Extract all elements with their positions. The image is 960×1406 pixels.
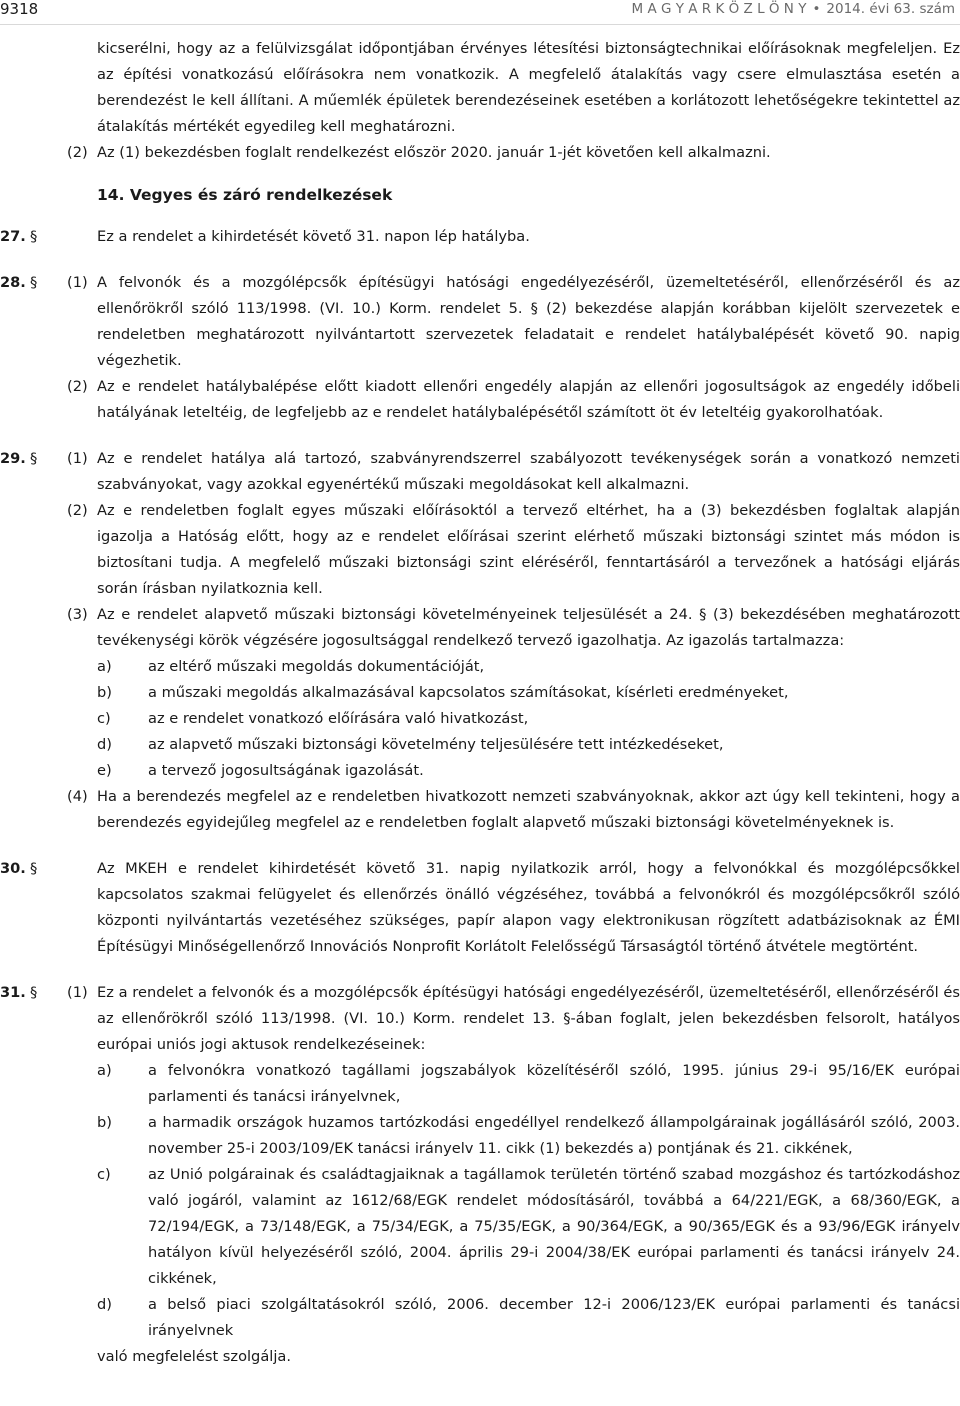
list-text: az Unió polgárainak és családtagjaiknak a tagállamok területén történő szabad mozgáshoz és tartózkodáshoz való jogáról, valamint az 1612/68/EGK rendelet módosításáról, továbbá a 64/221/EGK, a 68/360/EGK, a 72/194/EGK, a 73/148/EGK, a 75/34/EGK, a 75/35/EGK, a 90/364/EGK, a 90/365/EGK és a 93/96/EGK irányelv hatályon kívül helyezéséről szóló, 2004. április 29-i 2004/38/EK európai parlamenti és tanácsi irányelv 24. cikkének, [148,1166,960,1287]
list-item [97,758,960,784]
section-number: 30. [0,860,26,877]
paragraph-number: (1) [67,450,88,467]
list-item [97,1110,960,1162]
list-text: a belső piaci szolgáltatásokról szóló, 2006. december 12-i 2006/123/EK európai parlamenti és tanácsi irányelvnek [148,1296,960,1339]
section-number: 27. [0,228,26,245]
section-28 [0,270,960,426]
list-label: e) [97,762,112,779]
paragraph-text: A felvonók és a mozgólépcsők építésügyi hatósági engedélyezéséről, üzemeltetéséről, ellenőrzéséről és az ellenőrökről szóló 113/1998. (VI. 10.) Korm. rendelet 5. § (2) bekezdése alapján korábban kijelölt szervezetek e rendeletben meghatározott nyilvántartott szervezetek feladatait e rendelet hatálybalépését követő 90. napig végezhetik. [97,274,960,369]
section-sign: § [30,450,38,467]
paragraph-number: (2) [67,378,88,395]
paragraph-2 [67,374,960,426]
section-number: 28. [0,274,26,291]
intro-paragraph-2 [67,140,960,166]
list-text: a felvonókra vonatkozó tagállami jogszabályok közelítéséről szóló, 1995. június 29-i 95/16/EK európai parlamenti és tanácsi irányelvnek, [148,1062,960,1105]
section-sign: § [30,228,38,245]
section-sign: § [30,274,38,291]
section-number: 29. [0,450,26,467]
list-item [97,1292,960,1344]
section-29 [0,446,960,836]
paragraph-text: Ha a berendezés megfelel az e rendeletben hivatkozott nemzeti szabványoknak, akkor azt úgy kell tekinteni, hogy a berendezés egyidejűleg megfelel az e rendeletben foglalt alapvető műszaki biztonsági követelményeknek is. [97,788,960,831]
paragraph-1 [67,446,960,498]
page-number: 9318 [0,0,39,18]
issue-label: 2014. évi 63. szám [826,1,955,17]
list-text: a tervező jogosultságának igazolását. [148,762,424,779]
paragraph-2 [67,498,960,602]
page-header [0,0,960,26]
list-item [97,1162,960,1292]
paragraph-text: Az e rendelet alapvető műszaki biztonsági követelményeinek teljesülését a 24. § (3) bekezdésében meghatározott tevékenységi körök végzésére jogosultsággal rendelkező tervező igazolhatja. Az igazolás tartalmazza: [97,606,960,649]
paragraph-text: Az (1) bekezdésben foglalt rendelkezést először 2020. január 1-jét követően kell alkalmazni. [97,144,771,161]
list-text: az e rendelet vonatkozó előírására való hivatkozást, [148,710,529,727]
journal-title: M A G Y A R K Ö Z L Ö N Y [631,1,807,17]
section-sign: § [30,860,38,877]
paragraph-1 [67,980,960,1058]
list-label: c) [97,710,111,727]
chapter-heading: 14. Vegyes és záró rendelkezések [97,186,393,204]
paragraph-4 [67,784,960,836]
list-item [97,654,960,680]
section-27 [0,224,960,250]
list-label: a) [97,1062,112,1079]
paragraph-text: Ez a rendelet a felvonók és a mozgólépcsők építésügyi hatósági engedélyezéséről, üzemeltetéséről, ellenőrzéséről és az ellenőrökről szóló 113/1998. (VI. 10.) Korm. rendelet 13. §-ában foglalt, jelen bekezdésben felsorolt, hatályos európai uniós jogi aktusok rendelkezéseinek: [97,984,960,1053]
section-sign: § [30,984,38,1001]
paragraph-number: (1) [67,984,88,1001]
list-text: a harmadik országok huzamos tartózkodási engedéllyel rendelkező állampolgárainak jogállásáról szóló, 2003. november 25-i 2003/109/EK tanácsi irányelv 11. cikk (1) bekezdés a) pontjának és 21. cikkének, [148,1114,960,1157]
paragraph-text: Az e rendeletben foglalt egyes műszaki előírásoktól a tervező eltérhet, ha a (3) bekezdésben foglaltak alapján igazolja a Hatóság előtt, hogy az e rendelet előírásai szerint elérhető műszaki biztonsági szintet más módon is biztosítani tudja. A megfelelő műszaki biztonsági szint eléréséről, fenntartásáról a tervezőnek a hatósági eljárás során írásban nyilatkoznia kell. [97,502,960,597]
list-label: b) [97,1114,112,1131]
list-label: d) [97,736,112,753]
list-item [97,1058,960,1110]
section-text: Az MKEH e rendelet kihirdetését követő 31. napig nyilatkozik arról, hogy a felvonókkal és mozgólépcsőkkel kapcsolatos szakmai felügyelet és ellenőrzés önálló végzéséhez, továbbá a felvonókról és mozgólépcsőkről szóló központi nyilvántartás vezetéséhez szükséges, papír alapon vagy elektronikusan rögzített adatbázisoknak az ÉMI Építésügyi Minőségellenőrző Innovációs Nonprofit Korlátolt Felelősségű Társaságtól történő átvétele megtörtént. [97,860,960,955]
list-item [97,706,960,732]
list-item [97,680,960,706]
paragraph-number: (4) [67,788,88,805]
paragraph-number: (2) [67,144,88,161]
paragraph-text: Az e rendelet hatálya alá tartozó, szabványrendszerrel szabályozott tevékenységek során a vonatkozó nemzeti szabványokat, vagy azokkal egyenértékű műszaki megoldásokat kell alkalmazni. [97,450,960,493]
list-label: c) [97,1166,111,1183]
paragraph-text: Az e rendelet hatálybalépése előtt kiadott ellenőri engedély alapján az ellenőri jogosultságok az engedély időbeli hatályának leteltéig, de legfeljebb az e rendelet hatálybalépésétől számított öt év leteltéig gyakorolhatóak. [97,378,960,421]
list-text: az eltérő műszaki megoldás dokumentációját, [148,658,485,675]
list-text: a műszaki megoldás alkalmazásával kapcsolatos számításokat, kísérleti eredményeket, [148,684,789,701]
list-label: a) [97,658,112,675]
header-rule [0,24,960,25]
journal-header [632,0,955,18]
paragraph-1 [67,270,960,374]
section-31 [0,980,960,1370]
section-30 [0,856,960,960]
header-bullet: • [812,1,821,17]
list-item [97,732,960,758]
section-number: 31. [0,984,26,1001]
paragraph-number: (1) [67,274,88,291]
paragraph-number: (2) [67,502,88,519]
list-text: az alapvető műszaki biztonsági követelmény teljesülésére tett intézkedéseket, [148,736,724,753]
intro-paragraph-1: kicserélni, hogy az a felülvizsgálat időpontjában érvényes létesítési biztonságtechnikai előírásoknak megfeleljen. Ez az építési vonatkozású előírásokra nem vonatkozik. A megfelelő átalakítás vagy csere elmulasztása esetén a berendezést le kell állítani. A műemlék épületek berendezéseinek esetében a korlátozott lehetőségekre tekintettel az átalakítás mértékét egyedileg kell meghatározni. [97,40,960,135]
section-text: Ez a rendelet a kihirdetését követő 31. napon lép hatályba. [97,228,530,245]
list-label: b) [97,684,112,701]
paragraph-number: (3) [67,606,88,623]
paragraph-3 [67,602,960,654]
list-label: d) [97,1296,112,1313]
closing-text: való megfelelést szolgálja. [97,1348,291,1365]
document-body [0,36,960,1370]
